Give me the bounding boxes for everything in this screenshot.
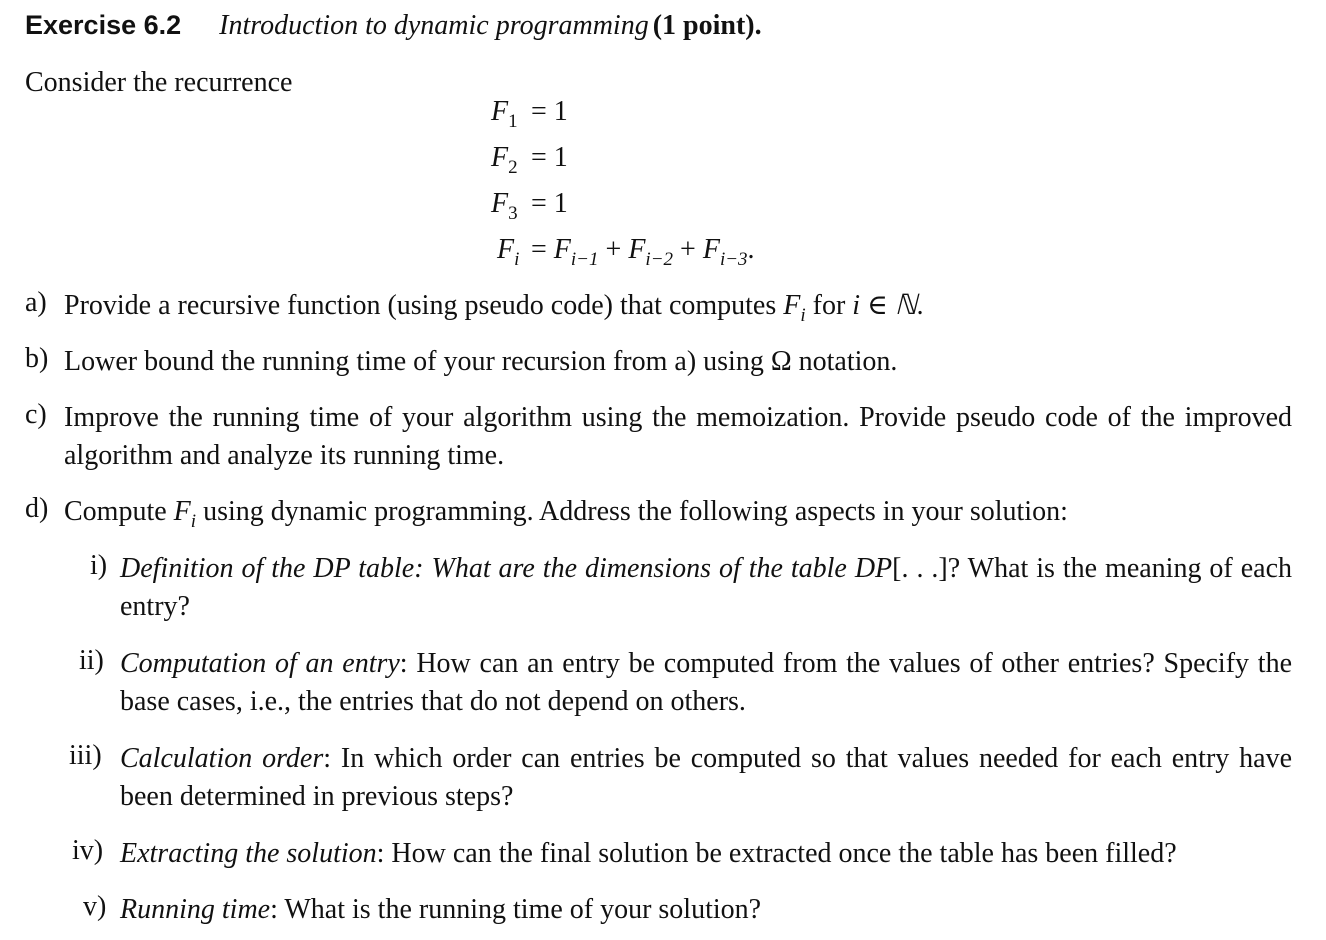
subpart-ii-text: Computation of an entry: How can an entry be computed from the values of other entries? Specify the base cases, i.e., the entries that do not depend on others. (120, 648, 1292, 717)
exercise-points: (1 point). (652, 10, 762, 41)
part-c-label: c) (25, 399, 47, 430)
omega-symbol: Ω (770, 346, 792, 377)
part-a-text: Provide a recursive function (using pseudo code) that computes $F_i$ for i ∈ ℕ. (64, 290, 925, 326)
subpart-iv-label: iv) (72, 835, 104, 866)
exercise-title: Introduction to dynamic programming (219, 10, 649, 41)
part-b-label: b) (25, 343, 49, 374)
subpart-iii-text: Calculation order: In which order can entries be computed so that values needed for each entry have been determined in previous steps? (120, 743, 1292, 812)
intro-text: Consider the recurrence (25, 67, 293, 98)
equation-f1: $F_1$ (491, 96, 518, 132)
part-c-text: Improve the running time of your algorithm using the memoization. Provide pseudo code of the improved algorithm and analyze its running time. (64, 402, 1292, 471)
part-d-label: d) (25, 493, 49, 524)
subpart-iii-label: iii) (69, 740, 102, 771)
part-b-text: Lower bound the running time of your recursion from a) using Ω notation. (64, 346, 898, 377)
equation-f3-rhs: = 1 (531, 188, 568, 219)
equation-f2: $F_2$ (491, 142, 518, 178)
subpart-v-label: v) (83, 891, 107, 922)
part-d-text: Compute $F_i$ using dynamic programming. Address the following aspects in your solution: (64, 496, 1068, 532)
exercise-label: Exercise 6.2 (25, 10, 182, 40)
part-a-label: a) (25, 287, 47, 318)
equation-f2-rhs: = 1 (531, 142, 568, 173)
subpart-i-text: Definition of the DP table: What are the dimensions of the table DP[. . .]? What is the meaning of each entry? (120, 553, 1293, 622)
subpart-iv-text: Extracting the solution: How can the final solution be extracted once the table has been filled? (120, 838, 1177, 869)
exercise-header (25, 10, 762, 42)
equation-f3: $F_3$ (491, 188, 518, 224)
equation-fi-rhs: = $F_{i-1} + F_{i-2} + F_{i-3}$. (531, 234, 755, 270)
subpart-v-text: Running time: What is the running time of your solution? (120, 894, 762, 925)
equation-fi: $F_i$ (497, 234, 520, 270)
equation-f1-rhs: = 1 (531, 96, 568, 127)
subpart-ii-label: ii) (79, 645, 104, 676)
subpart-i-label: i) (90, 550, 108, 581)
